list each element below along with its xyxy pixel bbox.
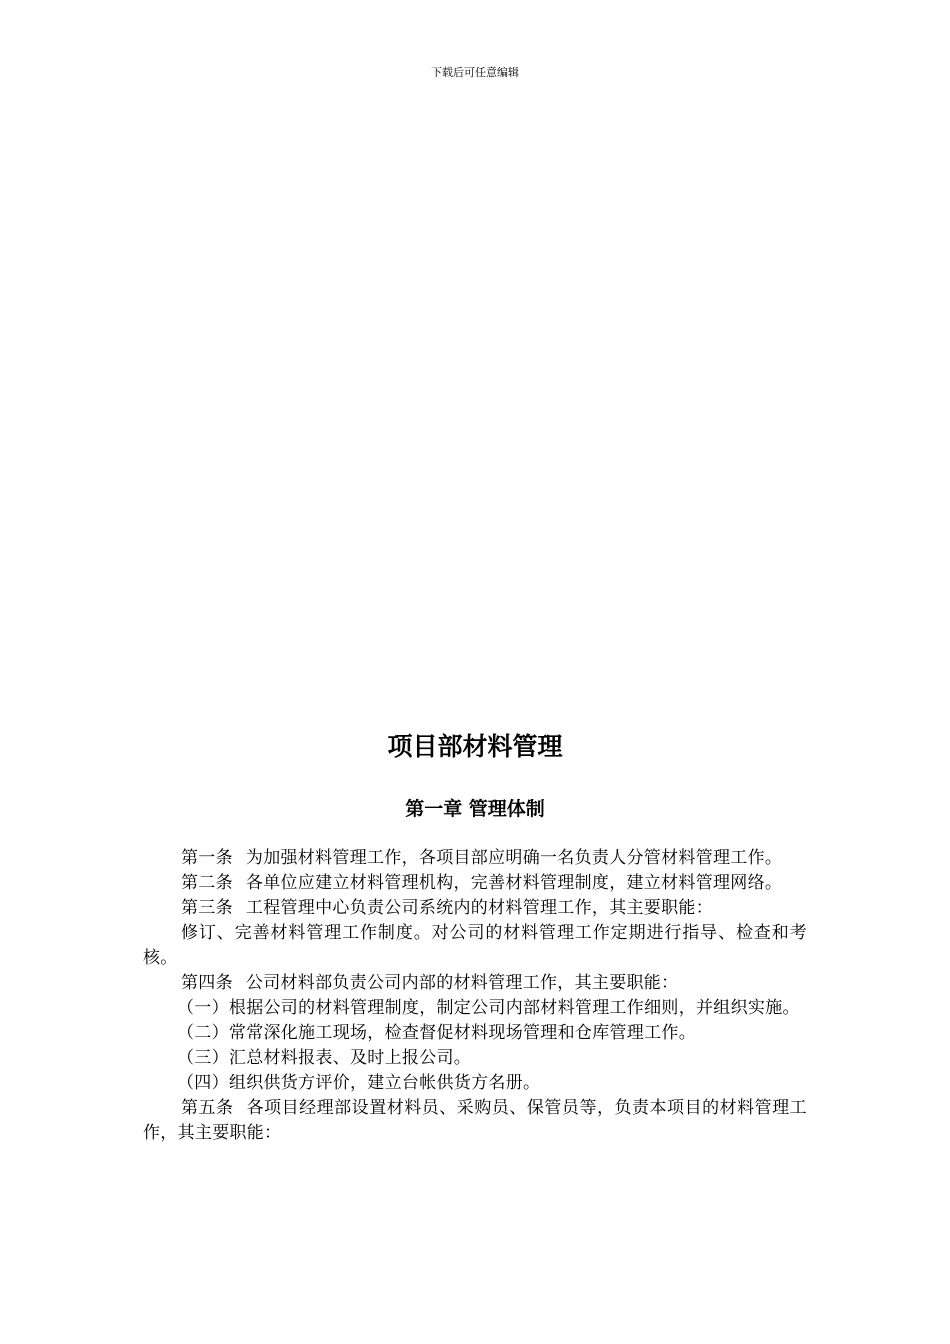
article-text: 各单位应建立材料管理机构，完善材料管理制度，建立材料管理网络。: [245, 873, 783, 893]
list-item: [143, 1021, 807, 1046]
list-item-text: （二）常常深化施工现场，检查督促材料现场管理和仓库管理工作。: [177, 1023, 696, 1043]
article-1: [143, 846, 807, 871]
article-5: [143, 1096, 807, 1146]
article-text: 各项目经理部设置材料员、采购员、保管员等，负责本项目的材料管理工作，其主要职能：: [143, 1098, 807, 1143]
paragraph-text: 修订、完善材料管理工作制度。对公司的材料管理工作定期进行指导、检查和考核。: [143, 923, 807, 968]
list-item-text: （四）组织供货方评价，建立台帐供货方名册。: [177, 1073, 541, 1093]
document-title: 项目部材料管理: [387, 732, 563, 761]
list-item: [143, 1071, 807, 1096]
list-item: [143, 996, 807, 1021]
article-text: 为加强材料管理工作，各项目部应明确一名负责人分管材料管理工作。: [245, 848, 783, 868]
article-number: 第二条: [181, 873, 233, 893]
chapter-title: 第一章 管理体制: [405, 798, 545, 820]
article-2: [143, 871, 807, 896]
article-number: 第五条: [181, 1098, 234, 1118]
article-number: 第三条: [181, 898, 233, 918]
article-text: 公司材料部负责公司内部的材料管理工作，其主要职能：: [245, 973, 679, 993]
article-3: [143, 896, 807, 921]
article-number: 第四条: [181, 973, 233, 993]
article-3-detail: [143, 921, 807, 971]
article-number: 第一条: [181, 848, 233, 868]
article-4: [143, 971, 807, 996]
document-body: [143, 846, 807, 1146]
list-item-text: （三）汇总材料报表、及时上报公司。: [177, 1048, 472, 1068]
list-item: [143, 1046, 807, 1071]
article-text: 工程管理中心负责公司系统内的材料管理工作，其主要职能：: [245, 898, 714, 918]
header-note: 下载后可任意编辑: [431, 66, 519, 79]
list-item-text: （一）根据公司的材料管理制度，制定公司内部材料管理工作细则，并组织实施。: [177, 998, 800, 1018]
